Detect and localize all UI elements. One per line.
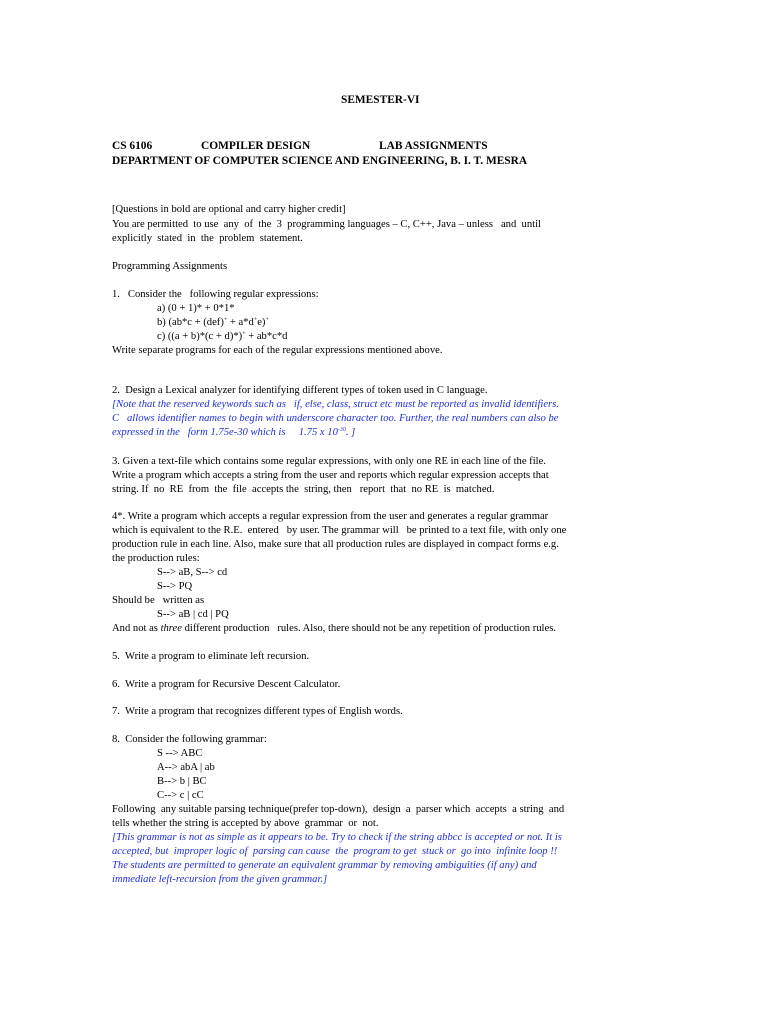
grammar-rule: A--> abA | ab xyxy=(157,762,215,773)
grammar-rule: B--> b | BC xyxy=(157,776,207,787)
question-6: 6. Write a program for Recursive Descent Calculator. xyxy=(112,679,341,690)
question-4: which is equivalent to the R.E. entered by user. The grammar will be printed to a text file, with only one xyxy=(112,525,567,536)
q2-note: [Note that the reserved keywords such as if, else, class, struct etc must be reported as invalid identifiers. xyxy=(112,399,559,410)
question-2: 2. Design a Lexical analyzer for identifying different types of token used in C language. xyxy=(112,385,488,396)
q8-note: accepted, but improper logic of parsing can cause the program to get stuck or go into infinite loop !! xyxy=(112,846,558,857)
question-1-tail: Write separate programs for each of the regular expressions mentioned above. xyxy=(112,345,443,356)
question-1: 1. Consider the following regular expressions: xyxy=(112,289,319,300)
question-4: production rule in each line. Also, make sure that all production rules are displayed in compact forms e.g. xyxy=(112,539,559,550)
question-4: Should be written as xyxy=(112,595,205,606)
intro-line: You are permitted to use any of the 3 programming languages – C, C++, Java – unless and until xyxy=(112,219,541,230)
grammar-rule: C--> c | cC xyxy=(157,790,204,801)
question-3: string. If no RE from the file accepts the string, then report that no RE is matched. xyxy=(112,484,495,495)
intro-line: explicitly stated in the problem statement. xyxy=(112,233,303,244)
question-8: Following any suitable parsing technique(prefer top-down), design a parser which accepts a string and xyxy=(112,804,565,815)
section-title: Programming Assignments xyxy=(112,261,228,272)
question-4: 4*. Write a program which accepts a regular expression from the user and generates a regular grammar xyxy=(112,511,549,522)
regex-c: c) ((a + b)*(c + d)*)+ + ab*c*d xyxy=(157,331,288,342)
course-name: COMPILER DESIGN xyxy=(201,140,311,152)
department-line: DEPARTMENT OF COMPUTER SCIENCE AND ENGINEERING, B. I. T. MESRA xyxy=(112,155,528,167)
doc-type: LAB ASSIGNMENTS xyxy=(379,140,488,152)
q2-note: expressed in the form 1.75e-30 which is 1.75 x $10^{-30}$. ] xyxy=(112,427,356,438)
q8-note: The students are permitted to generate an equivalent grammar by removing ambiguities (if any) and xyxy=(112,860,537,871)
regex-b: b) (ab*c + (def)+ + a*d+e)+ xyxy=(157,317,269,328)
question-7: 7. Write a program that recognizes different types of English words. xyxy=(112,706,403,717)
question-5: 5. Write a program to eliminate left recursion. xyxy=(112,651,310,662)
course-code: CS 6106 xyxy=(112,140,153,152)
question-8: tells whether the string is accepted by above grammar or not. xyxy=(112,818,379,829)
intro-note: [Questions in bold are optional and carry higher credit] xyxy=(112,204,346,215)
question-8: 8. Consider the following grammar: xyxy=(112,734,267,745)
question-4: And not as three different production rules. Also, there should not be any repetition of production rules. xyxy=(112,623,556,634)
q2-note: C allows identifier names to begin with underscore character too. Further, the real numbers can also be xyxy=(112,413,559,424)
regex-a: a) (0 + 1)* + 0*1* xyxy=(157,303,235,314)
question-3: Write a program which accepts a string from the user and reports which regular expression accepts that xyxy=(112,470,549,481)
production-rule: S--> aB, S--> cd xyxy=(157,567,228,578)
production-rule: S--> aB | cd | PQ xyxy=(157,609,229,620)
question-3: 3. Given a text-file which contains some regular expressions, with only one RE in each line of the file. xyxy=(112,456,546,467)
question-4: the production rules: xyxy=(112,553,200,564)
grammar-rule: S --> ABC xyxy=(157,748,203,759)
semester-heading: SEMESTER-VI xyxy=(341,94,420,106)
production-rule: S--> PQ xyxy=(157,581,193,592)
q8-note: immediate left-recursion from the given grammar.] xyxy=(112,874,328,885)
q8-note: [This grammar is not as simple as it appears to be. Try to check if the string abbcc is accepted or not. It is xyxy=(112,832,562,843)
